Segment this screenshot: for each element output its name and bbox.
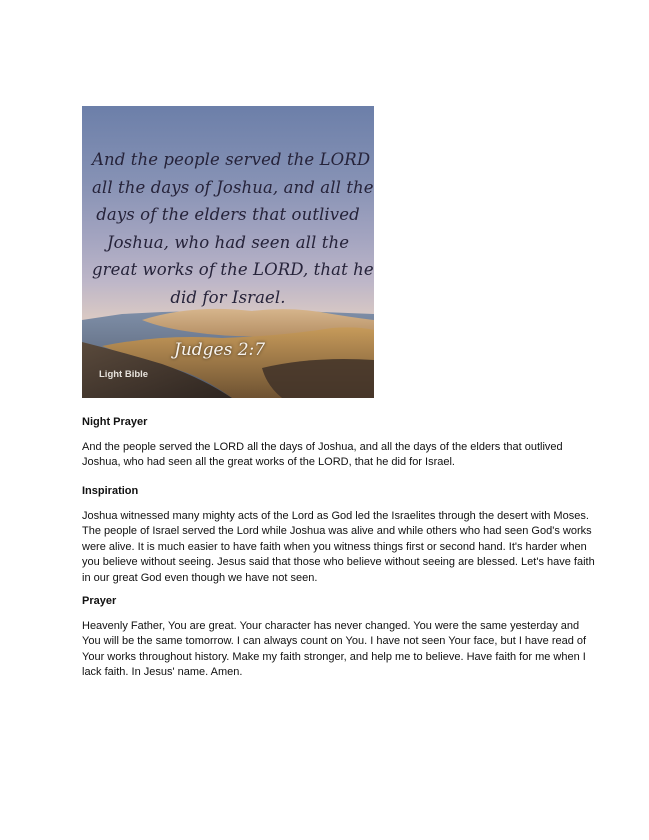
verse-line: did for Israel. [170,287,286,307]
text-line: The people of Israel served the Lord while Joshua was alive and while others who had seen God's works [82,525,592,538]
verse-line: And the people served the LORD [92,150,371,169]
section-body-prayer [82,619,587,681]
text-line: were alive. It is much easier to have faith when you witness things first or second hand. It's harder when [82,540,587,553]
section-heading-night-prayer: Night Prayer [82,416,148,428]
section-body-inspiration [82,509,595,586]
text-line: Heavenly Father, You are great. Your character has never changed. You were the same yesterday and [82,620,580,632]
section-heading-inspiration: Inspiration [82,485,139,497]
verse-text [92,146,374,311]
text-line: You will be the same tomorrow. I can always count on You. I have not seen Your face, but I have read of [82,635,587,648]
text-line: you believe without seeing. Jesus said that those who believe without seeing are blessed. Let's have faith [82,556,595,569]
text-line: Your works throughout history. Make my faith stronger, and help me to believe. Have faith for me when I [82,650,586,663]
verse-image [82,106,374,398]
section-body-night-prayer [82,440,572,471]
text-line: lack faith. In Jesus' name. Amen. [82,666,243,679]
watermark-text: Light Bible [99,369,149,380]
verse-reference: Judges 2:7 [174,340,266,360]
text-line: Joshua witnessed many mighty acts of the Lord as God led the Israelites through the desert with Moses. [82,510,589,522]
text-line: in our great God even though we have not seen. [82,571,318,584]
verse-line: all the days of Joshua, and all the [92,177,374,197]
text-line: And the people served the LORD all the days of Joshua, and all the days of the elders that outlived [82,441,563,453]
section-heading-prayer: Prayer [82,595,117,607]
verse-line: days of the elders that outlived [96,205,360,224]
text-line: Joshua, who had seen all the great works of the LORD, that he did for Israel. [82,456,455,469]
verse-line: great works of the LORD, that he [92,260,374,279]
verse-line: Joshua, who had seen all the [106,232,350,252]
